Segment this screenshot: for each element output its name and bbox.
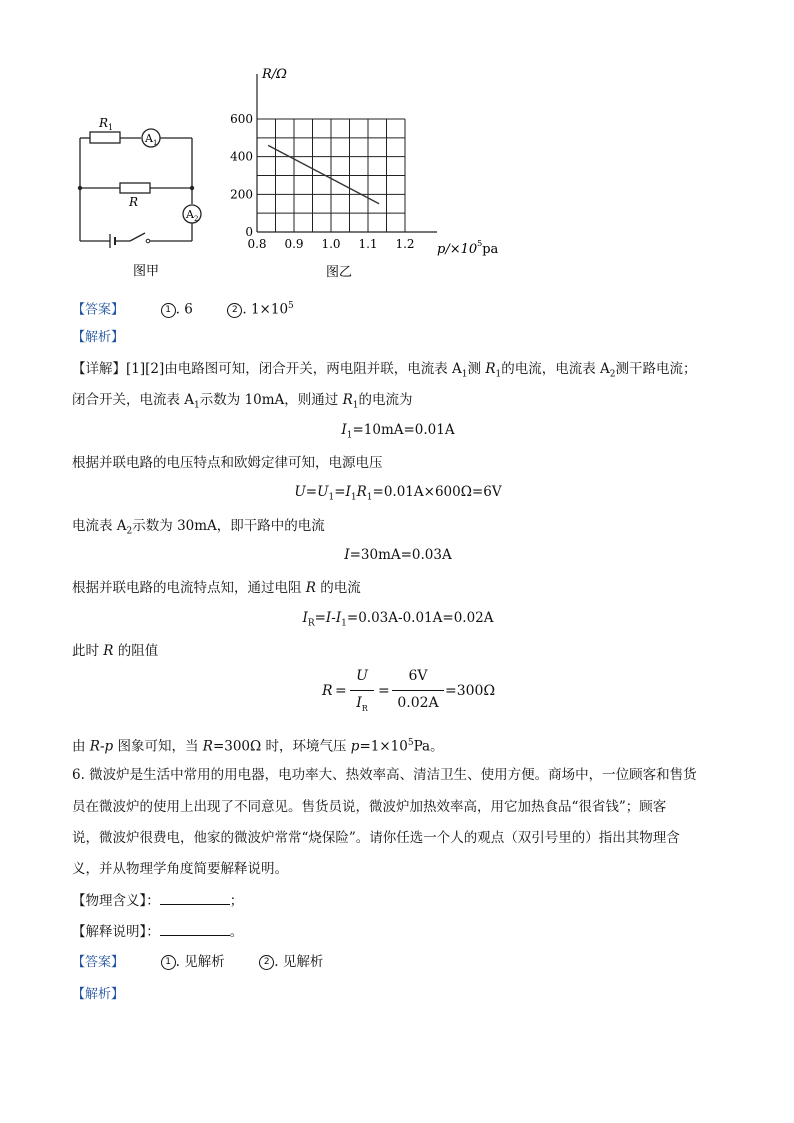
answer-tag-2: 【答案】 (72, 955, 125, 970)
detail-line-1: 【详解】[1][2]由电路图可知，闭合开关，两电阻并联，电流表 $A_1$测 $R_1$的电流，电流表 $A_2$测干路电流； (72, 361, 697, 380)
meaning-blank[interactable] (160, 890, 230, 905)
y-tick-label: 400 (230, 149, 253, 164)
junction-dot (190, 186, 194, 190)
x-tick-label: 1.2 (395, 237, 415, 251)
circuit-diagram (70, 108, 220, 283)
x-tick-label: 1.1 (358, 237, 378, 251)
q6-line-2: 员在微波炉的使用上出现了不同意见。售货员说，微波炉加热效率高，用它加热食品“很省钱”；顾客 (72, 799, 667, 815)
analysis-tag-2: 【解析】 (72, 987, 125, 1002)
y-axis-label: R/Ω (262, 67, 287, 82)
r1-label: $R_1$ (99, 116, 114, 132)
explain-blank[interactable] (160, 921, 230, 936)
equation-voltage: $U=U_1=I_1R_1=0.01A\times 600\Omega=6V$ (294, 484, 502, 503)
answer2-number-2: 2 (259, 955, 274, 970)
y-tick-label: 600 (230, 112, 253, 126)
figure-b-caption: 图乙 (326, 265, 353, 280)
text-ammeter-a2: 电流表 $A_2$示数为 30mA，即干路中的电流 (72, 518, 325, 537)
q6-line-1: 6. 微波炉是生活中常用的用电器，电功率大、热效率高、清洁卫生、使用方便。商场中，一位顾客和售货 (72, 767, 697, 783)
meaning-label: 【物理含义】： (72, 893, 160, 909)
y-tick-label: 0 (245, 225, 253, 239)
detail-tag: 【详解】 (72, 361, 126, 377)
ammeter-a2-label: $A_2$ (186, 208, 199, 223)
x-tick-label: 1.0 (321, 237, 341, 251)
x-axis-label: $p/\times 10^5pa$ (437, 239, 499, 257)
answer-value-2: . 1×10 (242, 301, 289, 318)
x-tick-label: 0.9 (284, 237, 304, 251)
y-tick-label: 200 (230, 187, 253, 202)
figure-a-caption: 图甲 (133, 264, 160, 279)
answer-number-1: 1 (161, 303, 176, 318)
answer-line-2: 【答案】 1 . 见解析 2 . 见解析 (72, 954, 324, 970)
q6-explain-line: 【解释说明】： 。 (72, 921, 732, 942)
analysis-tag: 【解析】 (72, 330, 125, 345)
equation-total-current: I=30mA=0.03A (344, 547, 452, 563)
ammeter-a1-label: $A_1$ (145, 132, 158, 147)
answer-number-2: 2 (227, 303, 242, 318)
text-resistance: 此时 R 的阻值 (72, 643, 159, 659)
detail-line-2: 闭合开关，电流表 $A_1$示数为 10mA，则通过 $R_1$的电流为 (72, 392, 413, 411)
q6-meaning-line: 【物理含义】： ； (72, 890, 732, 911)
q6-line-3: 说，微波炉很费电，他家的微波炉常常“烧保险”。请你任选一个人的观点（双引号里的）指出其物理含 (72, 830, 680, 846)
answer-tag: 【答案】 (72, 302, 125, 318)
answer-value-1: . 6 (175, 301, 193, 318)
q6-line-4: 义，并从物理学角度简要解释说明。 (72, 861, 288, 877)
junction-dot (78, 186, 82, 190)
x-tick-label: 0.8 (247, 237, 267, 251)
text-conclusion: 由 R-p 图象可知，当 R=300Ω 时，环境气压 $p=1\times 10^5Pa$。 (72, 738, 444, 755)
r-label: R (129, 195, 139, 209)
text-current-r: 根据并联电路的电流特点知，通过电阻 R 的电流 (72, 580, 361, 596)
text-voltage: 根据并联电路的电压特点和欧姆定律可知，电源电压 (72, 455, 383, 471)
series-line (268, 145, 379, 203)
analysis-line (72, 327, 732, 348)
equation-i1: $I_1=10mA=0.01A$ (341, 422, 455, 441)
equation-ir: $I_R=I-I_1=0.03A-0.01A=0.02A$ (302, 610, 494, 629)
analysis-line-2 (72, 984, 732, 1005)
explain-label: 【解释说明】： (72, 924, 160, 940)
switch-contact (146, 239, 150, 243)
r-p-chart (225, 62, 515, 287)
answer-line-1: 【答案】 1 . 6 2 . $1\times 10^5$ (72, 301, 294, 318)
answer2-number-1: 1 (161, 955, 176, 970)
